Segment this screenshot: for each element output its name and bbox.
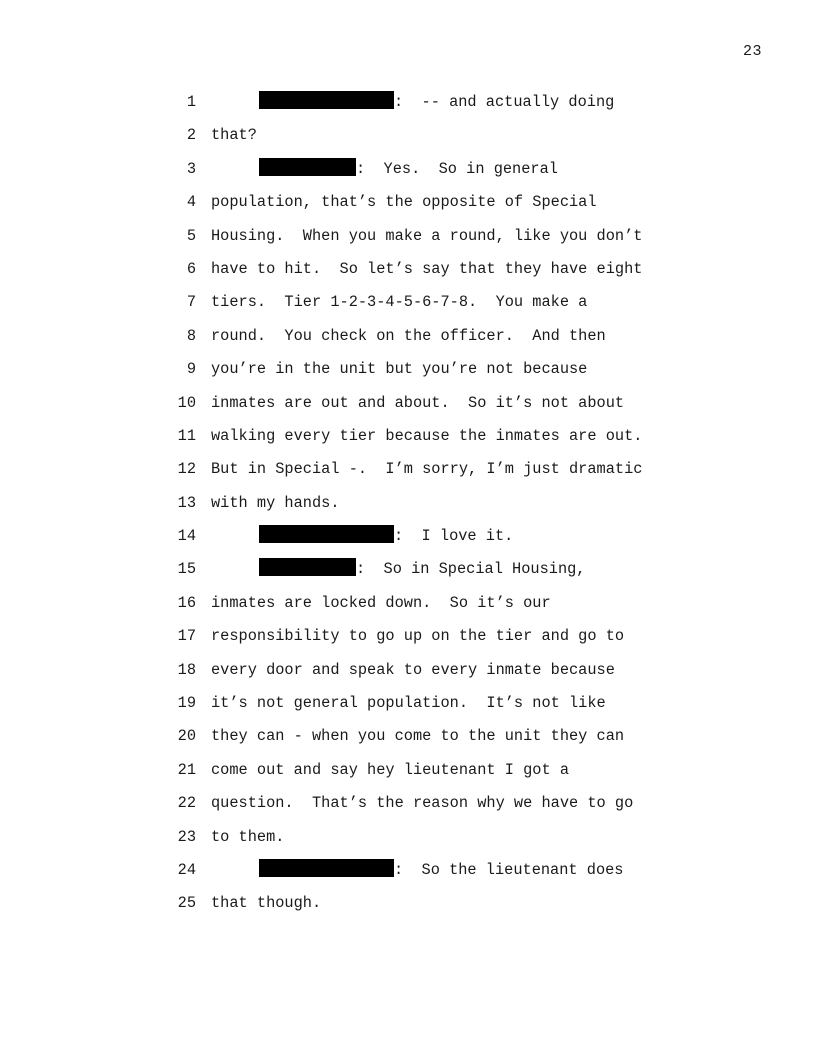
line-content: with my hands. [211, 493, 340, 512]
line-number: 5 [186, 226, 196, 245]
transcript-line [0, 353, 816, 386]
line-content: have to hit. So let’s say that they have eight [211, 259, 643, 278]
transcript-line [0, 153, 816, 186]
line-text [211, 587, 551, 620]
line-content: every door and speak to every inmate because [211, 660, 615, 679]
line-text [211, 420, 642, 453]
line-content: they can - when you come to the unit they can [211, 727, 625, 746]
transcript-line [0, 387, 816, 420]
line-content: : So the lieutenant does [394, 860, 624, 879]
line-content: it’s not general population. It’s not like [211, 694, 606, 713]
line-number: 3 [186, 159, 196, 178]
line-content: tiers. Tier 1-2-3-4-5-6-7-8. You make a [211, 293, 588, 312]
transcript-line [0, 186, 816, 219]
line-text [211, 387, 624, 420]
line-number: 23 [177, 827, 196, 846]
transcript-line [0, 220, 816, 253]
line-text [211, 487, 340, 520]
line-content: inmates are locked down. So it’s our [211, 593, 551, 612]
transcript-line [0, 854, 816, 887]
line-content: round. You check on the officer. And then [211, 326, 606, 345]
line-content: : -- and actually doing [394, 93, 615, 111]
transcript-line [0, 587, 816, 620]
line-number: 6 [186, 259, 196, 278]
line-content: responsibility to go up on the tier and go to [211, 627, 625, 646]
transcript-line [0, 687, 816, 720]
line-text [259, 86, 614, 119]
speaker-redaction-block [259, 158, 356, 176]
line-number: 1 [186, 93, 196, 111]
line-content: But in Special -. I’m sorry, I’m just dramatic [211, 460, 643, 479]
line-content: come out and say hey lieutenant I got a [211, 760, 570, 779]
line-number: 2 [186, 126, 196, 145]
line-text [211, 453, 642, 486]
line-text [211, 220, 642, 253]
line-number: 11 [177, 426, 196, 445]
transcript-line [0, 520, 816, 553]
transcript-line [0, 453, 816, 486]
line-number: 22 [177, 794, 196, 813]
transcript-body [0, 86, 816, 921]
line-text [259, 520, 513, 553]
transcript-line [0, 821, 816, 854]
line-text [211, 353, 587, 386]
line-text [211, 286, 587, 319]
speaker-redaction-block [259, 558, 356, 576]
line-number: 25 [177, 894, 196, 913]
line-content: question. That’s the reason why we have to go [211, 794, 634, 813]
line-number: 24 [177, 860, 196, 879]
line-content: : I love it. [394, 527, 514, 546]
line-number: 13 [177, 493, 196, 512]
line-number: 8 [186, 326, 196, 345]
line-text [211, 754, 569, 787]
speaker-redaction-block [259, 91, 394, 109]
line-number: 14 [177, 527, 196, 546]
transcript-line [0, 620, 816, 653]
line-number: 18 [177, 660, 196, 679]
transcript-line [0, 253, 816, 286]
line-text [211, 654, 615, 687]
line-content: Housing. When you make a round, like you don’t [211, 226, 643, 245]
line-number: 7 [186, 293, 196, 312]
line-number: 17 [177, 627, 196, 646]
line-text [259, 854, 624, 887]
speaker-redaction-block [259, 525, 394, 543]
line-number: 21 [177, 760, 196, 779]
transcript-line [0, 286, 816, 319]
line-text [211, 186, 597, 219]
line-text [259, 153, 558, 186]
line-text [211, 687, 606, 720]
line-number: 4 [186, 193, 196, 212]
line-content: : Yes. So in general [356, 159, 558, 178]
page-number: 23 [742, 43, 762, 60]
transcript-line [0, 420, 816, 453]
transcript-line [0, 720, 816, 753]
transcript-line [0, 887, 816, 920]
line-text [211, 787, 633, 820]
line-text [211, 119, 257, 152]
line-content: that? [211, 126, 257, 145]
transcript-line [0, 754, 816, 787]
line-content: you’re in the unit but you’re not because [211, 360, 588, 379]
line-number: 9 [186, 360, 196, 379]
speaker-redaction-block [259, 859, 394, 877]
transcript-line [0, 654, 816, 687]
line-number: 16 [177, 593, 196, 612]
transcript-line [0, 119, 816, 152]
transcript-line [0, 787, 816, 820]
line-content: population, that’s the opposite of Special [211, 193, 597, 212]
line-content: that though. [211, 894, 322, 913]
line-content: to them. [211, 827, 285, 846]
transcript-line [0, 86, 816, 119]
line-text [211, 253, 642, 286]
line-number: 10 [177, 393, 196, 412]
transcript-line [0, 320, 816, 353]
transcript-line [0, 487, 816, 520]
line-text [211, 720, 624, 753]
line-content: : So in Special Housing, [356, 560, 586, 579]
line-content: walking every tier because the inmates are out. [211, 426, 643, 445]
line-content: inmates are out and about. So it’s not about [211, 393, 625, 412]
line-number: 12 [177, 460, 196, 479]
line-number: 15 [177, 560, 196, 579]
line-text [211, 887, 321, 920]
line-text [211, 821, 284, 854]
line-number: 19 [177, 694, 196, 713]
line-text [259, 553, 586, 586]
line-number: 20 [177, 727, 196, 746]
line-text [211, 320, 606, 353]
line-text [211, 620, 624, 653]
transcript-line [0, 553, 816, 586]
